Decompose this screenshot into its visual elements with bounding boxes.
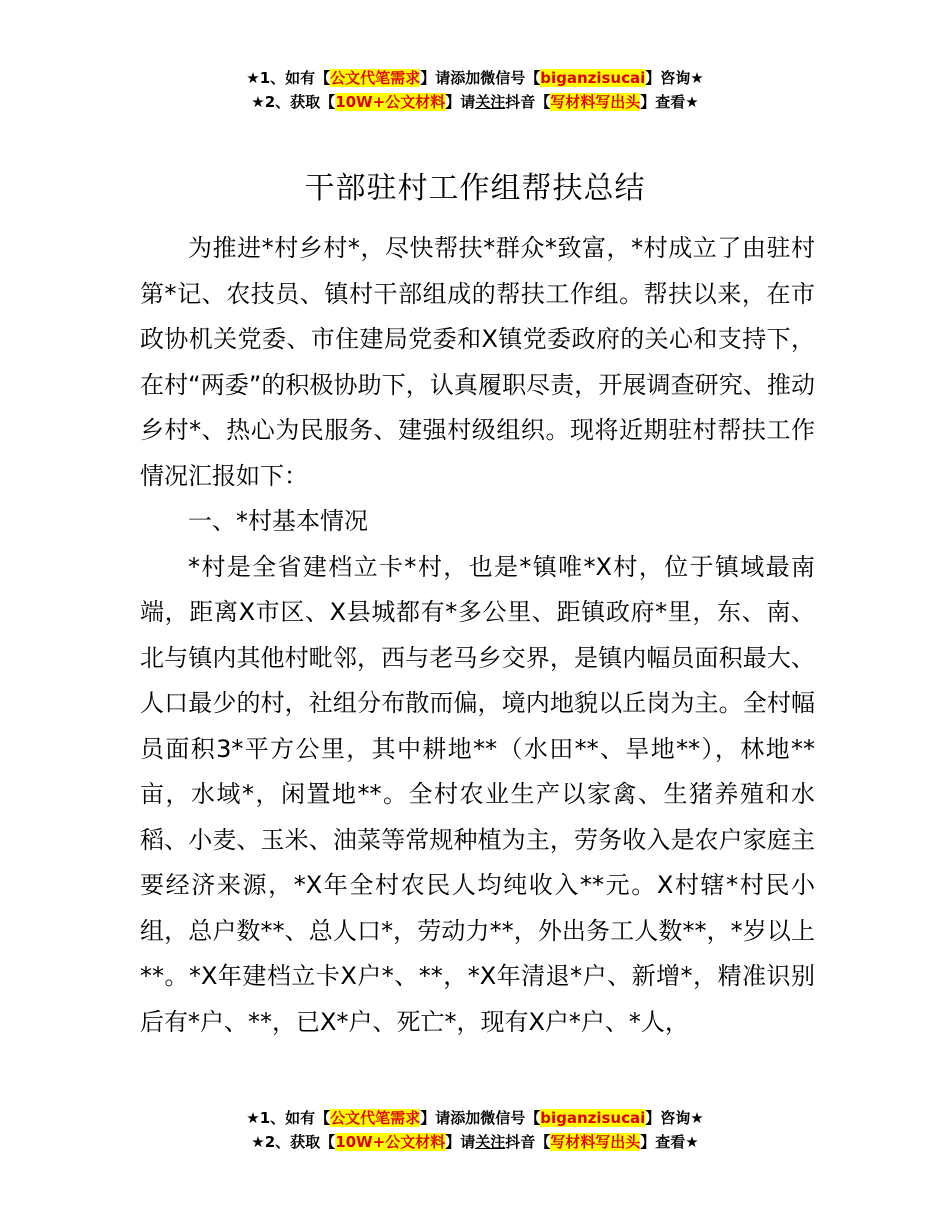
paragraph-basic-info: *村是全省建档立卡*村，也是*镇唯*X村，位于镇域最南端，距离X市区、X县城都有*多公里、距镇政府*里，东、南、北与镇内其他村毗邻，西与老马乡交界，是镇内幅员面积最大、人口最少的村，社组分布散而偏，境内地貌以丘岗为主。全村幅员面积3*平方公里，其中耕地**（水田**、旱地**），林地**亩，水域*，闲置地**。全村农业生产以家禽、生猪养殖和水稻、小麦、玉米、油菜等常规种植为主，劳务收入是农户家庭主要经济来源，*X年全村农民人均纯收入**元。X村辖*村民小组，总户数**、总人口*，劳动力**，外出务工人数**，*岁以上**。*X年建档立卡X户*、**，*X年清退*户、新增*，精准识别后有*户、**，已X*户、死亡*，现有X户*户、*人， — [140, 552, 815, 1036]
footer-line-1: ★1、如有【公文代笔需求】请添加微信号【biganzisucai】咨询★ — [246, 1109, 704, 1127]
paragraph-intro: 为推进*村乡村*，尽快帮扶*群众*致富，*村成立了由驻村第*记、农技员、镇村干部组成的帮扶工作组。帮扶以来，在市政协机关党委、市住建局党委和X镇党委政府的关心和支持下，在村“两委”的积极协助下，认真履职尽责，开展调查研究、推动乡村*、热心为民服务、建强村级组织。现将近期驻村帮扶工作情况汇报如下： — [140, 234, 815, 490]
highlight-douyin: 写材料写出头 — [550, 93, 641, 111]
footer-highlight-service: 公文代笔需求 — [330, 1109, 421, 1127]
document-title: 干部驻村工作组帮扶总结 — [304, 171, 646, 206]
underline-follow: 关注 — [475, 93, 506, 111]
footer-highlight-materials: 10W+公文材料 — [335, 1133, 446, 1151]
banner-line-2: ★2、获取【10W+公文材料】请关注抖音【写材料写出头】查看★ — [251, 93, 699, 111]
footer-line-2: ★2、获取【10W+公文材料】请关注抖音【写材料写出头】查看★ — [251, 1133, 699, 1151]
highlight-service: 公文代笔需求 — [330, 69, 421, 87]
document-body — [140, 226, 815, 1045]
footer-banner — [0, 1106, 950, 1154]
section-heading-1: 一、*村基本情况 — [188, 507, 368, 535]
header-banner — [0, 66, 950, 114]
banner-line-1: ★1、如有【公文代笔需求】请添加微信号【biganzisucai】咨询★ — [246, 69, 704, 87]
highlight-materials: 10W+公文材料 — [335, 93, 446, 111]
footer-highlight-douyin: 写材料写出头 — [550, 1133, 641, 1151]
footer-highlight-wechat-id: biganzisucai — [540, 1109, 646, 1127]
footer-underline-follow: 关注 — [475, 1133, 506, 1151]
highlight-wechat-id: biganzisucai — [540, 69, 646, 87]
